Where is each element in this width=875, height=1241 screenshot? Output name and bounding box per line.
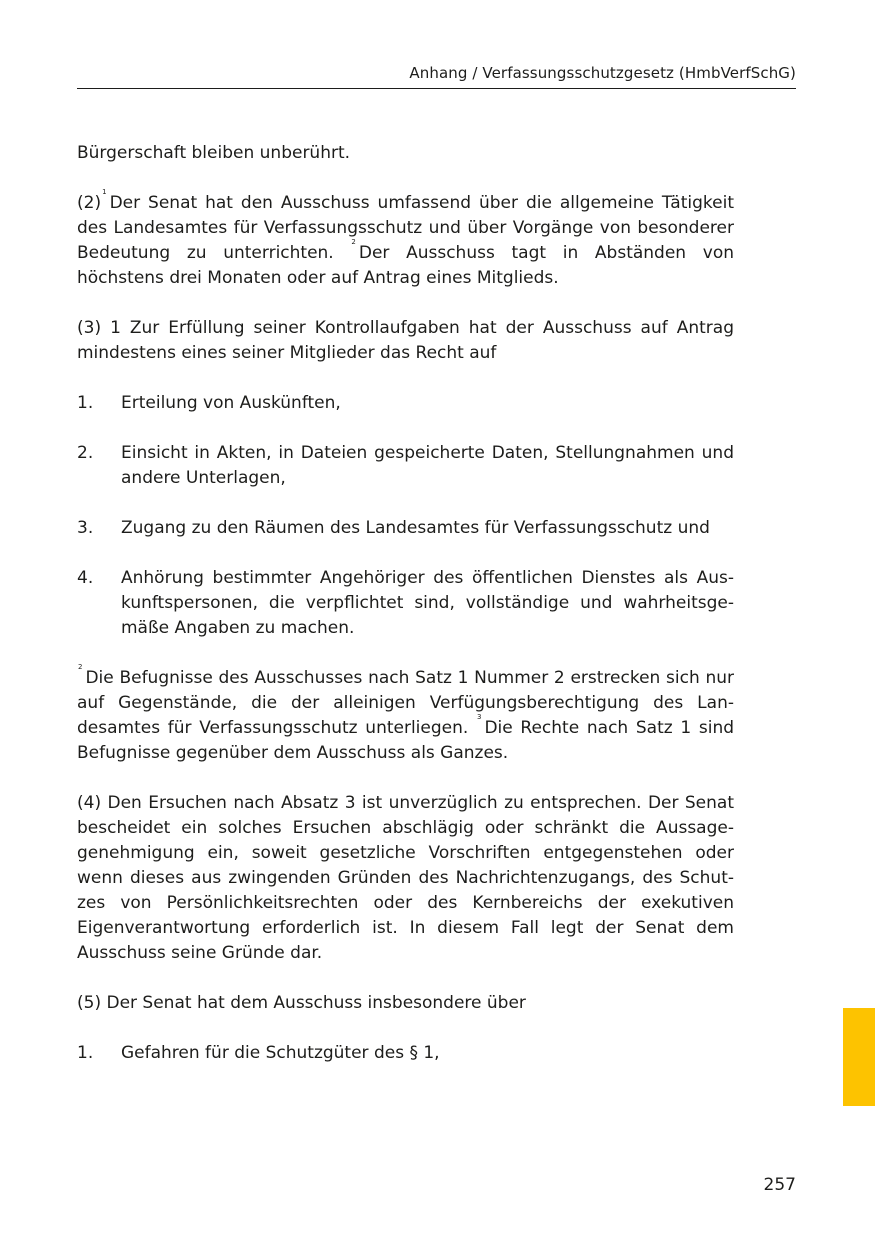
list-item (77, 566, 734, 641)
list-item-number: 3. (77, 518, 94, 538)
sentence-number: 2 (351, 238, 356, 246)
list-item-text: Einsicht in Akten, in Dateien gespeicherte Daten, Stellungnahmen und andere Unterlagen, (121, 443, 734, 488)
paragraph-5-intro: (5) Der Senat hat dem Ausschuss insbesondere über (77, 993, 526, 1013)
list-item-text: Erteilung von Auskünften, (121, 393, 341, 413)
paragraph-2-label: (2) (77, 193, 102, 213)
header-divider (77, 88, 796, 89)
paragraph-continuation: Bürgerschaft bleiben unberührt. (77, 143, 351, 163)
list-item-number: 1. (77, 1043, 94, 1063)
paragraph-3-tail (77, 663, 735, 766)
document-body (77, 141, 734, 1091)
list-item-number: 2. (77, 443, 94, 463)
paragraph-2 (77, 188, 734, 291)
chapter-tab-marker (843, 1008, 875, 1106)
paragraph-3-sentence-2: Die Befugnisse des Ausschusses nach Satz 1 Nummer 2 erstrecken sich nur auf Gegenstände, die der alleinigen Verfügungsberechtigung des Landesamtes für Verfassungsschutz unterliegen. (77, 668, 734, 738)
sentence-number: 1 (102, 188, 107, 196)
list-item (77, 391, 734, 416)
page-number: 257 (763, 1175, 796, 1195)
list-item (77, 516, 734, 541)
list-item-text: Gefahren für die Schutzgüter des § 1, (121, 1043, 440, 1063)
list-item-number: 4. (77, 568, 94, 588)
running-header: Anhang / Verfassungsschutzgesetz (HmbVerfSchG) (409, 64, 796, 82)
list-item-text: Zugang zu den Räumen des Landesamtes für Verfassungsschutz und (121, 518, 710, 538)
list-item (77, 441, 734, 491)
paragraph-2-sentence-2: Der Ausschuss tagt in Abständen von höchstens drei Monaten oder auf Antrag eines Mitglieds. (77, 243, 734, 288)
sentence-number: 3 (477, 713, 482, 721)
list-item (77, 1041, 734, 1066)
paragraph-3-sentence-3: Die Rechte nach Satz 1 sind Befugnisse gegenüber dem Ausschuss als Ganzes. (77, 718, 735, 763)
list-item-number: 1. (77, 393, 94, 413)
sentence-number: 2 (78, 663, 83, 671)
list-item-text: Anhörung bestimmter Angehöriger des öffentlichen Dienstes als Auskunftspersonen, die verpflichtet sind, vollständige und wahrheitsgemäße Angaben zu machen. (121, 568, 734, 638)
paragraph-4: (4) Den Ersuchen nach Absatz 3 ist unverzüglich zu entsprechen. Der Senat bescheidet ein solches Ersuchen abschlägig oder schränkt die Aussagegenehmigung ein, soweit gesetzliche Vorschriften entgegenstehen oder wenn dieses aus zwingenden Gründen des Nachrichtenzugangs, des Schutzes von Persönlichkeitsrechten oder des Kernbereichs der exekutiven Eigenverantwortung erforderlich ist. In diesem Fall legt der Senat dem Ausschuss seine Gründe dar. (77, 793, 734, 963)
paragraph-3-intro: (3) 1 Zur Erfüllung seiner Kontrollaufgaben hat der Ausschuss auf Antrag mindestens eines seiner Mitglieder das Recht auf (77, 318, 734, 363)
paragraph-2-sentence-1: Der Senat hat den Ausschuss umfassend über die allgemeine Tätigkeit des Landesamtes für Verfassungsschutz und über Vorgänge von besonderer Bedeutung zu unterrichten. (77, 193, 734, 263)
